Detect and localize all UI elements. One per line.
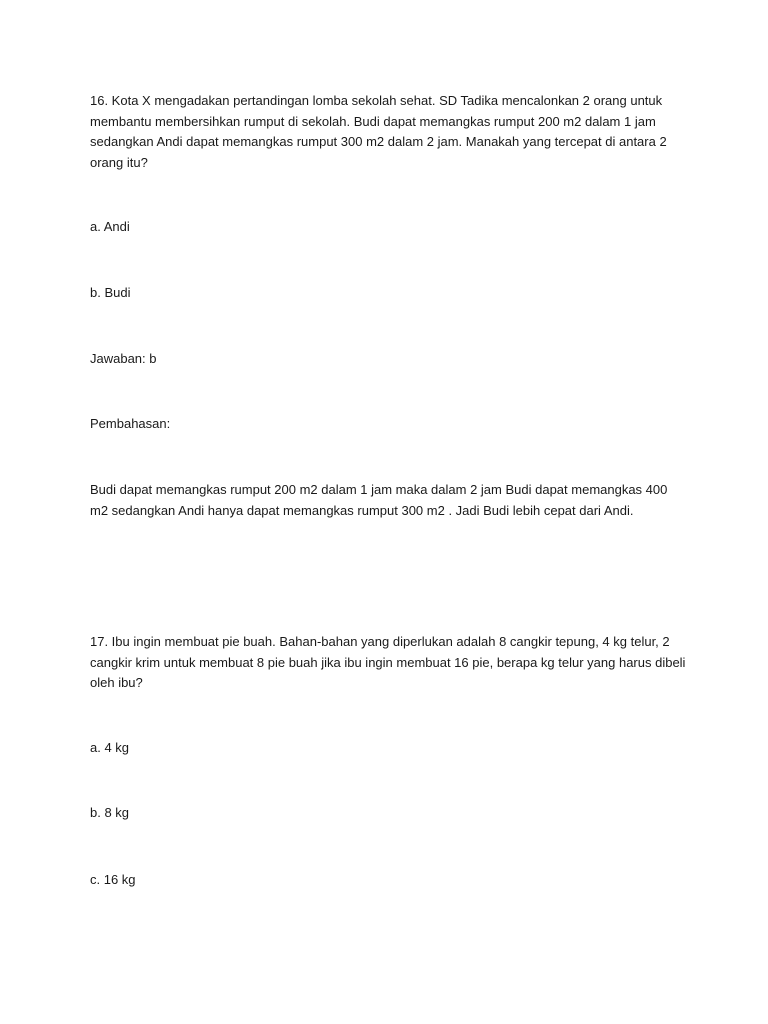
question-16-discussion: Budi dapat memangkas rumput 200 m2 dalam 1 jam maka dalam 2 jam Budi dapat memangkas 400 m2 sedangkan Andi hanya dapat memangkas rumput 300 m2 . Jadi Budi lebih cepat dari Andi. (90, 482, 668, 518)
question-17-text: 17. Ibu ingin membuat pie buah. Bahan-bahan yang diperlukan adalah 8 cangkir tepung, 4 kg telur, 2 cangkir krim untuk membuat 8 pie buah jika ibu ingin membuat 16 pie, berapa kg telur yang harus dibeli oleh ibu? (90, 634, 686, 690)
question-16-option-b: b. Budi (90, 285, 131, 300)
question-16-discussion-label: Pembahasan: (90, 416, 171, 431)
question-16-text: 16. Kota X mengadakan pertandingan lomba sekolah sehat. SD Tadika mencalonkan 2 orang untuk membantu membersihkan rumput di sekolah. Budi dapat memangkas rumput 200 m2 dalam 1 jam sedangkan Andi dapat memangkas rumput 300 m2 dalam 2 jam. Manakah yang tercepat di antara 2 orang itu? (90, 93, 667, 170)
question-16-option-a: a. Andi (90, 219, 130, 234)
question-17-option-b: b. 8 kg (90, 805, 130, 820)
question-17-option-c: c. 16 kg (90, 872, 136, 887)
question-17-option-a: a. 4 kg (90, 740, 130, 755)
question-16-answer: Jawaban: b (90, 351, 157, 366)
